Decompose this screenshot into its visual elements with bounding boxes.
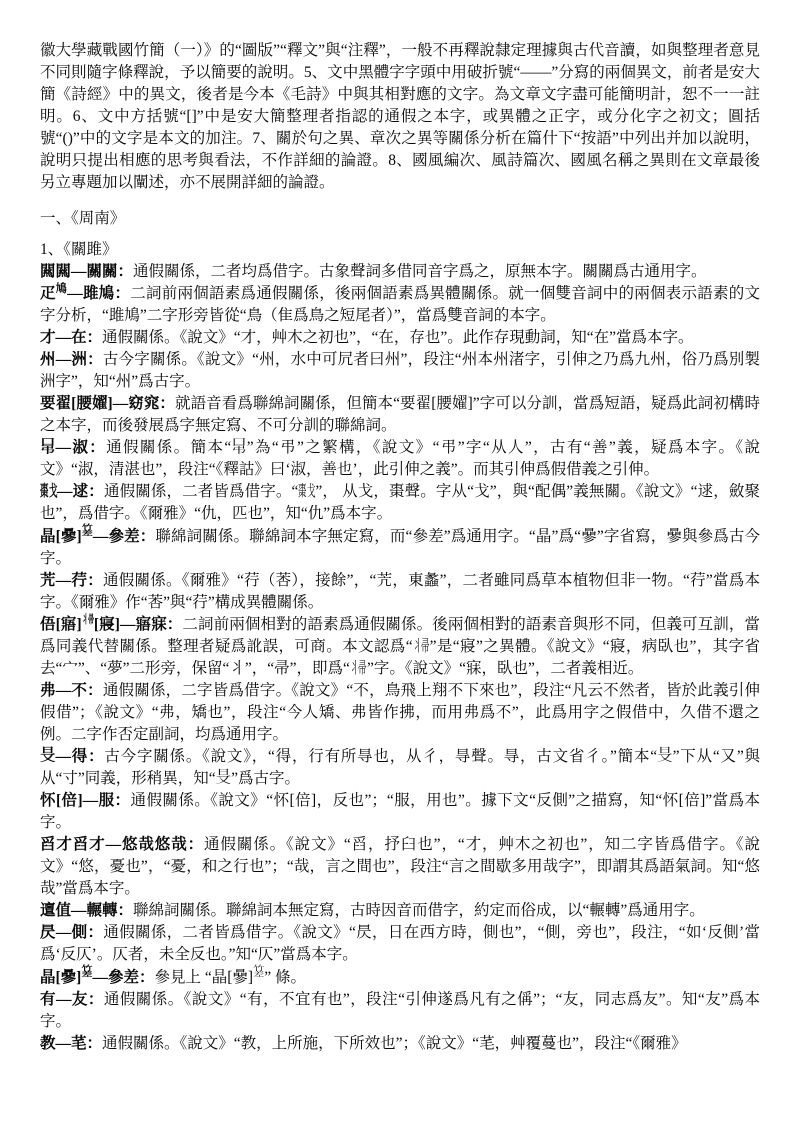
entry-headword: 有—友：: [40, 990, 104, 1008]
superscript-glyph: [81, 966, 92, 978]
composite-rare-glyph: [253, 966, 264, 977]
entry-headword: 昃—側：: [40, 923, 104, 941]
glyph-component: 差: [253, 970, 265, 978]
glyph-component: 棗: [40, 483, 49, 500]
entry-text: ”字。《說文》“寐，臥也”，二者義相近。: [366, 659, 644, 677]
glossary-entry: [40, 283, 760, 327]
glyph-component: 丬: [412, 637, 422, 655]
entry-headword: —得：: [55, 747, 105, 765]
subsection-heading: 1、《關雎》: [40, 241, 118, 258]
entry-headword: —逑：: [57, 483, 104, 500]
entry-text: 通假關係。《說文》“有，不宜有也”，段注“引伸遂爲凡有之偁”；“友，同志爲友”。知“友”爲本字。: [40, 990, 760, 1030]
entry-headword: 晶[曑]: [40, 968, 82, 986]
entry-headword: —雎鳩：: [67, 285, 131, 302]
superscript-glyph: [56, 283, 67, 295]
entry-headword: 苀—荇：: [40, 571, 103, 589]
glossary-entry: [40, 525, 760, 570]
glossary-entry: [40, 349, 760, 393]
entry-headword: 州—洲：: [40, 351, 103, 368]
glyph-component: 旦: [40, 746, 56, 757]
composite-rare-glyph: [40, 439, 56, 455]
entry-headword: —參差：: [92, 968, 155, 986]
composite-rare-glyph: [298, 481, 315, 503]
composite-rare-glyph: [81, 966, 92, 977]
glossary-entry: [40, 437, 760, 481]
entry-headword: —淑：: [55, 439, 107, 456]
entry-headword: 闗闗—關關：: [40, 263, 134, 280]
entry-headword: 邅值—輾轉：: [40, 901, 134, 919]
superscript-glyph: [82, 526, 93, 538]
entry-text: ”下从“又”與从“寸”同義，形稍異，知“: [40, 747, 760, 787]
glossary-entry: [40, 1033, 760, 1055]
glossary-entry: [40, 680, 760, 746]
glossary-entry: [40, 922, 760, 966]
composite-rare-glyph: [40, 747, 56, 763]
glyph-component: 差: [81, 970, 93, 978]
entry-text: 通假關係，二者皆爲借字。《說文》“昃，日在西方時，側也”，“側，旁也”，段注，“如‘反側’當爲‘反仄’。仄者，未全反也。”知“仄”當爲本字。: [40, 923, 760, 963]
glyph-component: 丬: [349, 659, 359, 677]
entry-headword: —參差：: [92, 527, 156, 545]
entry-text: ” 條。: [264, 968, 307, 986]
glossary-entry: [40, 327, 760, 349]
entry-text: 二詞前兩個相對的語素爲通假關係。後兩個相對的語素音與形不同，但義可互訓，當爲同義代替關係。整理者疑爲訛誤，可商。本文認爲“: [40, 615, 761, 655]
glyph-component: 棗: [298, 483, 307, 500]
superscript-glyph: 丬帚: [81, 613, 94, 626]
entry-text: 聯綿詞關係。聯綿詞本無定寫，古時因音而借字，約定而俗成，以“輾轉”爲通用字。: [133, 901, 705, 919]
composite-rare-glyph: [350, 658, 367, 680]
composite-rare-glyph: [82, 525, 93, 536]
entry-text: 就語音看爲聯綿詞關係，但簡本“要翟[腰嬥]”字可以分訓，當爲短語，疑爲此詞初構時之本字，而後發展爲字無定寫、不可分訓的聯綿詞。: [40, 395, 760, 434]
entry-text: ”爲古字。: [231, 769, 301, 787]
glossary-entry: [40, 989, 760, 1033]
entry-text: 通假關係。《說文》“才，艸木之初也”，“在，存也”。此作存現動詞，知“在”當爲本字。: [102, 329, 694, 346]
glyph-component: 又: [40, 754, 56, 764]
glossary-entry: [40, 393, 760, 437]
entry-headword: 疋: [40, 285, 56, 302]
glyph-component: 弔: [40, 445, 56, 456]
glyph-component: 差: [81, 529, 93, 537]
glossary-entry: [40, 746, 760, 790]
glyph-component: 帚: [421, 637, 430, 655]
glyph-component: 竹: [81, 964, 93, 972]
entry-headword: 弗—不：: [40, 681, 103, 699]
composite-rare-glyph: [40, 481, 57, 503]
glyph-component: 帚: [358, 659, 367, 677]
composite-rare-glyph: [413, 636, 430, 658]
glyph-component: 口: [40, 437, 56, 448]
glyph-component: 戈: [306, 483, 316, 500]
entries: [40, 261, 760, 1055]
composite-rare-glyph: [657, 747, 673, 763]
glossary-entry: [40, 570, 760, 614]
entry-headword: 舀才舀才—悠哉悠哉：: [40, 835, 205, 853]
entry-text: 通假關係，二者均爲借字。古象聲詞多借同音字爲之，原無本字。關關爲古通用字。: [133, 263, 707, 280]
glyph-component: 旦: [657, 746, 673, 757]
glyph-component: 戈: [48, 483, 58, 500]
entry-text: ”為“弔”之繁構，《說文》“弔”字“从人”，古有“善”義，疑爲本字。《說文》“淑，清湛也”，段注“《釋詁》曰‘淑，善也’，此引伸之義”。而其引伸爲假借義之引伸。: [40, 439, 760, 478]
entry-text: 古今字關係。《說文》，“得，行有所㝵也，从彳，㝵聲。㝵，古文省彳。”簡本“: [104, 747, 658, 765]
glyph-component: 弔: [231, 445, 247, 456]
entry-text: 通假關係。《說文》“教，上所施，下所效也”；《說文》“芼，艸覆蔓也”，段注“《爾雅》: [102, 1034, 687, 1052]
entry-text: ”是“寢”之異體。《說文》“寢，病臥也”，其字省去“宀”、“夢”二形旁，保留“丬”，“帚”，即爲“: [40, 637, 760, 677]
entry-headword: 才—在：: [40, 329, 103, 346]
entry-text: 參見上 “晶[曑]: [154, 968, 254, 986]
glossary-entry: [40, 834, 760, 900]
entry-text: ”， 从戈，棗聲。字从“戈”，與“配偶”義無關。《說文》“逑，斂聚也”，爲借字。《爾雅》“仇，匹也”，知“仇”爲本字。: [40, 483, 760, 522]
entry-text: 通假關係，二字皆爲借字。《說文》“不，鳥飛上翔不下來也”，段注“凡云不然者，皆於此義引伸假借”；《說文》“弗，矯也”，段注“今人矯、弗皆作拂，而用弗爲不”，此爲用字之假借中，久借不還之例。二字作否定副詞，均爲通用字。: [40, 681, 760, 743]
entry-text: 通假關係。《說文》“舀，抒臼也”，“才，艸木之初也”，知二字皆爲借字。《說文》“悠，憂也”，“憂，和之行也”；“哉，言之間也”，段注“言之間歇多用哉字”，即謂其爲語氣詞。知“悠哉”當爲本字。: [40, 835, 760, 897]
entry-text: 通假關係，二者皆爲借字。“: [103, 483, 299, 500]
entry-text: 古今字關係。《說文》“州，水中可凥者曰州”，段注“州本州渚字，引伸之乃爲九州，俗乃爲別製洲字”，知“州”爲古字。: [40, 351, 760, 390]
entry-headword: 要翟[腰嬥]—窈窕：: [40, 395, 176, 412]
glyph-component: 又: [215, 776, 232, 786]
glossary-entry: [40, 900, 760, 922]
composite-rare-glyph: [216, 769, 232, 785]
glyph-component: 竹: [253, 964, 265, 972]
entry-text: 二詞前兩個語素爲通假關係，後兩個語素爲異體關係。就一個雙音詞中的兩個表示語素的文字分析，“雎鳩”二字形旁皆從“鳥（隹爲鳥之短尾者）”，當爲雙音詞的本字。: [40, 285, 760, 324]
glyph-component: 竹: [81, 524, 93, 532]
glyph-component: 又: [657, 754, 673, 764]
composite-rare-glyph: [231, 439, 247, 455]
glossary-entry: [40, 790, 760, 834]
glossary-entry: [40, 261, 760, 283]
entry-text: 通假關係。簡本“: [106, 439, 232, 456]
entry-text: 通假關係。《爾雅》“荇（莕），接餘”，“苀，東蠡”，二者雖同爲草本植物但非一物。“荇”當爲本字。《爾雅》作“莕”與“荇”構成異體關係。: [40, 571, 760, 611]
entry-text: 通假關係。《說文》“怀[倍]，反也”；“服，用也”。據下文“反側”之描寫，知“怀[倍]”當爲本字。: [40, 791, 761, 831]
entry-text: 聯綿詞關係。聯綿詞本字無定寫，而“參差”爲通用字。“晶”爲“曑”字省寫，曑與參爲古今字。: [40, 527, 760, 567]
glyph-component: 旦: [215, 768, 232, 779]
glossary-entry: [40, 614, 760, 680]
intro-paragraph: 徽大學藏戰國竹簡（一）》的“圖版”“釋文”與“注釋”，一般不再釋說隸定理據與古代音讀，如與整理者意見不同則隨字條釋說，予以簡要的說明。5、文中黑體字字頭中用破折號“——”分寫的兩個異文，前者是安大簡《詩經》中的異文，後者是今本《毛詩》中與其相對應的文字。為文章文字盡可能簡明計，恕不一一註明。6、文中方括號“[]”中是安大簡整理者指認的通假之本字，或異體之正字，或分化字之初文；圓括號“()”中的文字是本文的加注。7、關於句之異、章次之異等關係分析在篇什下“按語”中列出并加以說明，說明只提出相應的思考與看法，不作詳細的論證。8、國風編次、風詩篇次、國風名稱之異則在文章最後另立專題加以闡述，亦不展開詳細的論證。: [40, 42, 760, 191]
entry-headword: 教—芼：: [40, 1034, 103, 1052]
glyph-component: 口: [231, 437, 247, 448]
entry-headword: 晶[曑]: [40, 527, 82, 545]
entry-headword: 鳩: [55, 282, 68, 295]
entry-headword: 怀[倍]—服：: [40, 791, 131, 809]
glossary-entry: [40, 481, 760, 525]
entry-headword: [寢]—寤寐：: [93, 615, 183, 633]
entry-headword: 俉[寤]: [40, 615, 82, 633]
superscript-glyph: [253, 966, 264, 978]
section-heading: 一、《周南》: [40, 210, 126, 227]
glossary-entry: [40, 966, 760, 989]
